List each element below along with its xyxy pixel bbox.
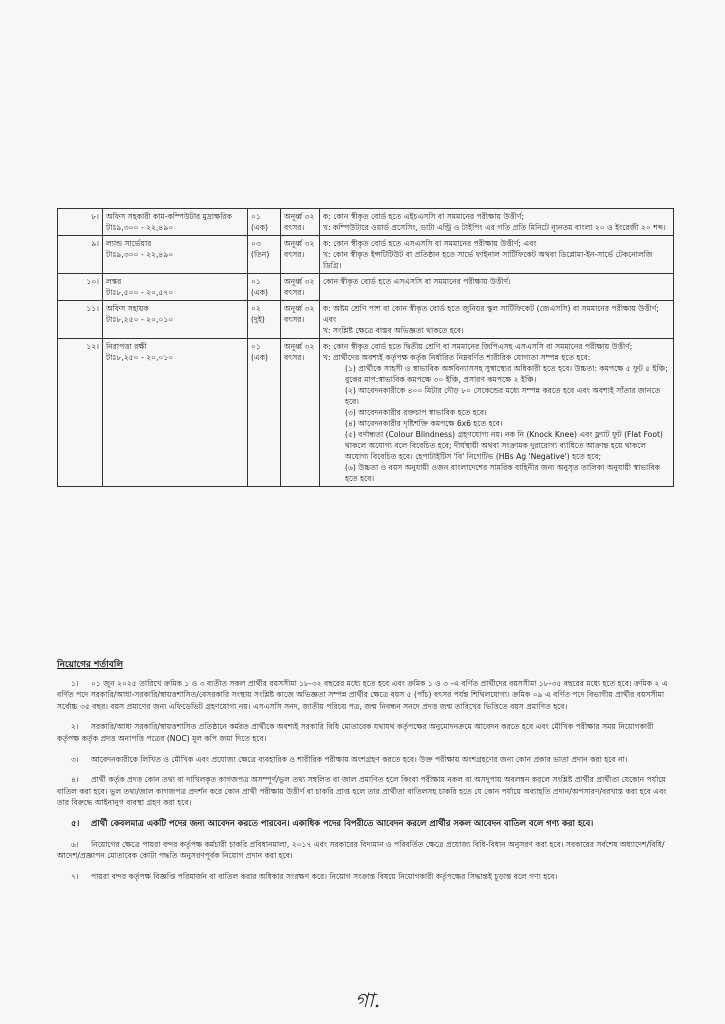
post-cell [103, 301, 248, 339]
post-count: ০১ [251, 277, 261, 286]
count-cell [248, 209, 281, 236]
term-number: ১। [71, 678, 79, 688]
post-cell [103, 274, 248, 301]
qualification-cell [320, 301, 674, 339]
row-number: ৯। [58, 236, 103, 274]
qualification-a: ক: কোন স্বীকৃত বোর্ড হতে দ্বিতীয় শ্রেণি বা সমমানের জিপিএসহ এসএসসি বা সমমানের পরীক্ষায় উত্তীর্ণ; [323, 342, 633, 351]
term-text: প্রার্থী কেবলমাত্র একটি পদের জন্য আবেদন করতে পারবেন। একাধিক পদের বিপরীতে আবেদন করলে প্রার্থীর সকল আবেদন বাতিল বলে গণ্য করা হবে। [91, 817, 594, 828]
age-limit: অনূর্ধ্ব ৩২ বৎসর। [281, 339, 320, 487]
row-number: ১০। [58, 274, 103, 301]
term-text: প্রার্থী কর্তৃক প্রদত্ত কোন তথ্য বা দাখিলকৃত কাগজপত্র অসম্পূর্ণ/ভুল তথ্য সম্বলিত বা জাল প্রমাণিত হলে কিংবা পরীক্ষায় নকল বা অসদুপায় অবলম্বন করলে সংশ্লিষ্ট প্রার্থীর প্রার্থীতা যেকোন পর্যায়ে বাতিল করা হবে। ভুল তথ্য/জাল কাগজপত্র প্রদর্শন করে কোন প্রার্থী পরীক্ষায় উত্তীর্ণ বা চাকরি প্রাপ্ত হলে তার প্রার্থীতা বাতিলসহ চাকরি হতে যে কোন পর্যায়ে অব্যাহতি প্রদান/অপসারণ/বরখাস্ত করা হবে এবং তার বিরুদ্ধে আইনানুগ ব্যবস্থা গ্রহণ করা হবে। [57, 775, 667, 808]
pay-scale: টাঃ৮,৫০০ - ২০,৫৭০ [106, 288, 174, 297]
row-number: ১২। [58, 339, 103, 487]
qualification-cell [320, 339, 674, 487]
table-row [58, 274, 674, 301]
age-limit: অনূর্ধ্ব ৩২ বৎসর। [281, 301, 320, 339]
terms-section [57, 660, 674, 891]
term-number: ৬। [71, 839, 79, 849]
row-number: ৮। [58, 209, 103, 236]
term-number: ৫। [71, 817, 80, 828]
count-cell [248, 236, 281, 274]
table-row [58, 236, 674, 274]
physical-req-1: (১) প্রার্থীকে সাহসী ও স্বাভাবিক অঙ্গবিন্যাসসহ সুস্বাস্থ্যের অধিকারী হতে হবে। উচ্চতা: কমপক্ষে ৫ ফুট ৫ ইঞ্চি; বুকের মাপ:স্বাভাবিক কমপক্ষে ৩০ ইঞ্চি, প্রসারণ কমপক্ষে ২ ইঞ্চি। [345, 364, 668, 384]
term-number: ৭। [71, 871, 79, 881]
age-limit: অনূর্ধ্ব ৩২ বৎসর। [281, 209, 320, 236]
row-number: ১১। [58, 301, 103, 339]
terms-heading: নিয়োগের শর্তাবলি [57, 660, 124, 670]
post-title: অফিস সহায়ক [106, 304, 149, 313]
post-cell [103, 209, 248, 236]
qualification-cell [320, 236, 674, 274]
post-count: ০২ [251, 304, 261, 313]
term-item [57, 754, 674, 766]
term-number: ২। [71, 722, 79, 732]
physical-req-4: (৪) আবেদনকারীর দৃষ্টিশক্তি কমপক্ষে 6x6 হতে হবে। [345, 419, 503, 428]
term-item [57, 721, 674, 744]
post-count-word: (তিন) [251, 250, 270, 259]
term-number: ৪। [71, 775, 79, 785]
physical-req-6: (৬) উচ্চতা ও বয়স অনুযায়ী ওজন বাংলাদেশের সামরিক বাহিনীর জন্য অনুসৃত তালিকা অনুযায়ী স্বাভাবিক হতে হবে। [345, 463, 660, 483]
term-text: আবেদনকারীকে লিখিত ও মৌখিক এবং প্রযোজ্য ক্ষেত্রে ব্যবহারিক ও শারীরিক পরীক্ষায় অংশগ্রহণ করতে হবে। উক্ত পরীক্ষায় অংশগ্রহণের জন্য কোন প্রকার ভাতা প্রদান করা হবে না। [91, 754, 628, 764]
term-item [57, 839, 674, 862]
post-count-word: (দুই) [251, 315, 265, 324]
term-item [57, 818, 674, 830]
term-item [57, 871, 674, 883]
posts-table [57, 208, 674, 487]
qualification-cell [320, 274, 674, 301]
physical-req-2: (২) আবেদনকারীকে ৪০০ মিটার দৌড় ৮০ সেকেন্ডের মধ্যে সম্পন্ন করতে হবে এবং অবশ্যই সাঁতার জানতে হবে। [345, 386, 661, 406]
qualification-line: ক: কোন স্বীকৃত বোর্ড হতে এইচএসসি বা সমমানের পরীক্ষায় উত্তীর্ণ; [323, 212, 525, 221]
post-count-word: (এক) [251, 223, 269, 232]
post-count-word: (এক) [251, 353, 269, 362]
count-cell [248, 301, 281, 339]
table-row [58, 301, 674, 339]
post-count: ০১ [251, 342, 261, 351]
count-cell [248, 274, 281, 301]
term-text: সরকারি/আধা সরকারি/স্বায়ত্তশাসিত প্রতিষ্ঠানে কর্মরত প্রার্থীকে অবশ্যই সরকারি বিধি মোতাবেক যথাযথ কর্তৃপক্ষের অনুমোদনক্রমে আবেদন করতে হবে এবং মৌখিক পরীক্ষার সময় নিয়োগকারী কর্তৃপক্ষ কর্তৃক প্রদত্ত অনাপত্তি পত্রের (NOC) মূল কপি জমা দিতে হবে। [57, 722, 654, 743]
table-row-12 [58, 339, 674, 487]
term-item [57, 678, 674, 713]
term-number: ৩। [71, 754, 79, 764]
qualification-line: খ: সংশ্লিষ্ট ক্ষেত্রে বাস্তব অভিজ্ঞতা থাকতে হবে। [323, 326, 464, 335]
pay-scale: টাঃ৮,২৫০ - ২০,০১০ [106, 353, 174, 362]
post-count-word: (এক) [251, 288, 269, 297]
post-title: অফিস সহকারী কাম-কম্পিউটার মুদ্রাক্ষরিক [106, 212, 232, 221]
qualification-b: খ: প্রার্থীদের অবশ্যই কর্তৃপক্ষ কর্তৃক নির্ধারিত নিম্নবর্ণিত শারীরিক যোগ্যতা সম্পন্ন হতে হবে: [323, 353, 591, 362]
table-row [58, 209, 674, 236]
physical-req-3: (৩) আবেদনকারীর রক্তচাপ স্বাভাবিক হতে হবে। [345, 408, 487, 417]
post-title: ল্যান্ড সার্ভেয়ার [106, 239, 152, 248]
term-item [57, 774, 674, 809]
qualification-line: কোন স্বীকৃত বোর্ড হতে এসএসসি বা সমমানের পরীক্ষায় উত্তীর্ণ। [323, 277, 511, 286]
signature: গা. [355, 988, 381, 1012]
qualification-line: ক: অষ্টম শ্রেণি পাশ বা কোন স্বীকৃত বোর্ড হতে জুনিয়র স্কুল সার্টিফিকেট (জেএসসি) বা সমমানের পরীক্ষায় উত্তীর্ণ; এবং [323, 304, 659, 324]
post-title: লস্কর [106, 277, 122, 286]
qualification-cell [320, 209, 674, 236]
post-count: ০১ [251, 212, 261, 221]
term-text: নিয়োগের ক্ষেত্রে পায়রা বন্দর কর্তৃপক্ষ কর্মচারী চাকরি প্রবিধানমালা, ২০১৭ এবং সরকারের বিদ্যমান ও পরিবর্তিত ক্ষেত্রে প্রযোজ্য বিধি-বিধান অনুসরণ করা হবে। সরকারের সর্বশেষ অধ্যাদেশ/বিধি/আদেশ/প্রজ্ঞাপন মোতাবেক কোটা পদ্ধতি অনুসরণপূর্বক নিয়োগ প্রদান করা হবে। [57, 839, 665, 861]
pay-scale: টাঃ৮,২৫০ - ২০,০১০ [106, 315, 174, 324]
post-cell [103, 236, 248, 274]
pay-scale: টাঃ৯,৩০০ - ২২,৪৯০ [106, 250, 174, 259]
post-count: ০৩ [251, 239, 261, 248]
qualification-line: খ: কম্পিউটারে ওয়ার্ড প্রসেসিং, ডাটা এন্ট্রি ও টাইপিং এর গতি প্রতি মিনিটে ন্যূনতম বাংলা ২০ ও ইংরেজী ২০ শব্দ। [323, 223, 666, 232]
term-text: পায়রা বন্দর কর্তৃপক্ষ বিজ্ঞপ্তি পরিমার্জন বা বাতিল করার অধিকার সংরক্ষণ করে। নিয়োগ সংক্রান্ত বিষয়ে নিয়োগকারী কর্তৃপক্ষের সিদ্ধান্তই চূড়ান্ত বলে গণ্য হবে। [91, 871, 558, 881]
physical-req-5: (৫) বর্ণান্ধতা (Colour Blindness) গ্রহণযোগ্য নয়। নক নি (Knock Knee) এবং ফ্ল্যাট ফুট (Flat Foot) থাকলে অযোগ্য বলে বিবেচিত হবে; দীর্ঘস্থায়ী অথবা সংক্রামক দুরারোগ্য ব্যাধিতে আক্রান্ত হয়ে থাকলে অযোগ্য বিবেচিত হবে। হেপাটাইটিস 'বি' নিগেটিভ (HBs Ag 'Negative') হতে হবে; [345, 430, 663, 461]
age-limit: অনূর্ধ্ব ৩২ বৎসর। [281, 274, 320, 301]
age-limit: অনূর্ধ্ব ৩২ বৎসর। [281, 236, 320, 274]
qualification-line: ক: কোন স্বীকৃত বোর্ড হতে এসএসসি বা সমমানের পরীক্ষায় উত্তীর্ণ; এবং [323, 239, 537, 248]
term-text: ০১ জুন ২০২৫ তারিখে ক্রমিক ১ ও ৩ ব্যতীত সকল প্রার্থীর বয়সসীমা ১৮-৩২ বছরের মধ্যে হতে হবে এবং ক্রমিক ১ ও ৩ -এ বর্ণিত প্রার্থীদের বয়সসীমা ১৮-৩৫ বছরের মধ্যে হতে হবে। ক্রমিক ২ এ বর্ণিত পদে সরকারি/আধা-সরকারি/স্বায়ত্তশাসিত/বেসরকারি সংস্থায় সংশ্লিষ্ট কাজে অভিজ্ঞতা সম্পন্ন প্রার্থীর ক্ষেত্রে বয়স ৫ (পাঁচ) বৎসর পর্যন্ত শিথিলযোগ্য। ক্রমিক ০৯ এ বর্ণিত পদে বিভাগীয় প্রার্থীর বয়সসীমা সর্বোচ্চ ৩৫ বছর। বয়স প্রমাণের জন্য এফিডেভিট গ্রহণযোগ্য নয়। এসএসসি সনদ, জাতীয় পরিচয় পত্র, জন্ম নিবন্ধন সনদে প্রদত্ত জন্ম তারিখের ভিত্তিতে বয়স প্রমাণিত হবে। [57, 678, 668, 711]
pay-scale: টাঃ৯,৩০০ - ২২,৪৯০ [106, 223, 174, 232]
qualification-line: খ: কোন স্বীকৃত ইন্সটিটিউট বা প্রতিষ্ঠান হতে সার্ভে ফাইনাল সার্টিফিকেট অথবা ডিপ্লোমা-ইন-সার্ভে টেকনোলজি ডিগ্রি। [323, 250, 653, 270]
post-title: নিরাপত্তা রক্ষী [106, 342, 147, 351]
